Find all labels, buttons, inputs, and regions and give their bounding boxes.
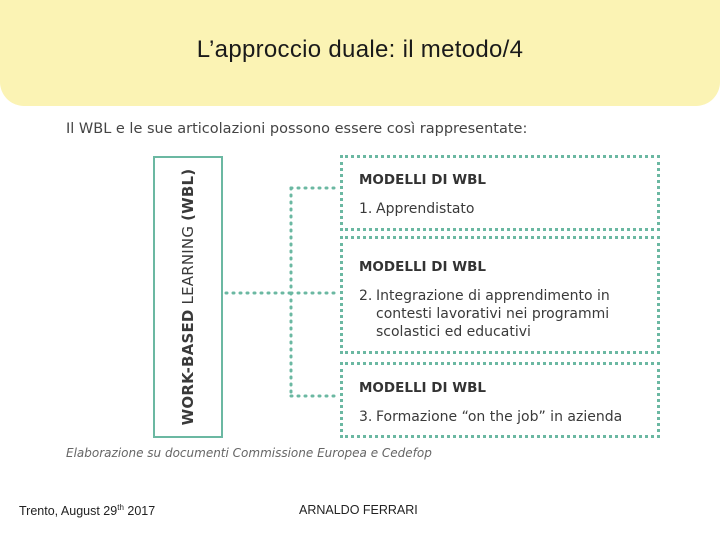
wbl-root-label: WORK-BASED LEARNING (WBL) bbox=[179, 168, 197, 426]
footer-author: ARNALDO FERRARI bbox=[299, 503, 418, 517]
model-item: 1. Apprendistato bbox=[359, 201, 475, 217]
model-item: 3. Formazione “on the job” in azienda bbox=[359, 409, 623, 425]
model-box-3 bbox=[340, 362, 660, 438]
page-title: L’approccio duale: il metodo/4 bbox=[196, 36, 524, 63]
diagram-caption: Elaborazione su documenti Commissione Europea e Cedefop bbox=[66, 446, 432, 460]
model-box-2 bbox=[340, 236, 660, 354]
model-heading: MODELLI DI WBL bbox=[359, 172, 486, 188]
model-box-1 bbox=[340, 155, 660, 231]
footer-date: Trento, August 29th 2017 bbox=[19, 503, 156, 519]
model-heading: MODELLI DI WBL bbox=[359, 259, 486, 275]
model-item: 2. Integrazione di apprendimento in contesti lavorativi nei programmi scolastici ed educativi bbox=[359, 288, 610, 340]
model-heading: MODELLI DI WBL bbox=[359, 380, 486, 396]
diagram-intro: Il WBL e le sue articolazioni possono essere così rappresentate: bbox=[66, 121, 528, 137]
